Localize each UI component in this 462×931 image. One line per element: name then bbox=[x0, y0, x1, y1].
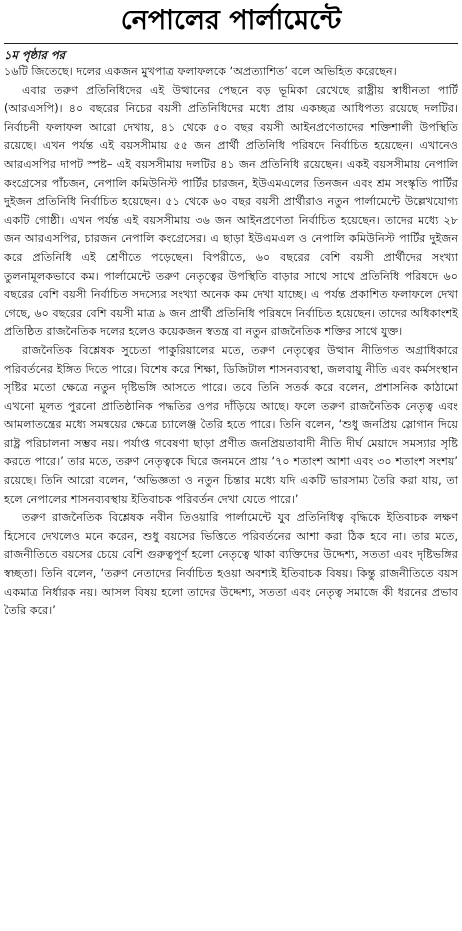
headline-divider bbox=[4, 43, 458, 44]
article-body bbox=[4, 63, 458, 621]
article-headline: নেপালের পার্লামেন্টে bbox=[120, 5, 342, 36]
article-paragraph: তরুণ রাজনৈতিক বিশ্লেষক নবীন তিওয়ারি পার্লামেন্টে যুব প্রতিনিধিত্ব বৃদ্ধিকে ইতিবাচক লক্ষণ হিসেবে দেখলেও মনে করেন, শুধু বয়সের ভিত্তিতে পরিবর্তনের আশা করা ঠিক হবে না। তার মতে, রাজনীতিতে বয়সের চেয়ে বেশি গুরুত্বপূর্ণ হলো নেতৃত্বে থাকা ব্যক্তিদের উদ্দেশ্য, সততা এবং দৃষ্টিভঙ্গির স্বচ্ছতা। তিনি বলেন, ‘তরুণ নেতাদের নির্বাচিত হওয়া অবশ্যই ইতিবাচক বিষয়। কিন্তু রাজনীতিতে বয়স একমাত্র নির্ধারক নয়। আসল বিষয় হলো তাদের উদ্দেশ্য, সততা এবং নেতৃত্ব সমাজে কী ধরনের প্রভাব তৈরি করে।’ bbox=[4, 511, 458, 618]
article-paragraph: রাজনৈতিক বিশ্লেষক সুচেতা পাকুরিয়ালের মতে, তরুণ নেতৃত্বের উত্থান নীতিগত অগ্রাধিকারে পরিবর্তনের ইঙ্গিত দিতে পারে। বিশেষ করে শিক্ষা, ডিজিটাল শাসনব্যবস্থা, জলবায়ু নীতি এবং কর্মসংস্থান সৃষ্টির মতো ক্ষেত্রে নতুন দৃষ্টিভঙ্গি আসতে পারে। তবে তিনি সতর্ক করে বলেন, প্রশাসনিক কাঠামো এখনো মূলত পুরনো প্রাতিষ্ঠানিক পদ্ধতির ওপর দাঁড়িয়ে আছে। ফলে তরুণ রাজনৈতিক নেতৃত্ব এবং আমলাতন্ত্রের মধ্যে সমন্বয়ের ক্ষেত্রে চ্যালেঞ্জ তৈরি হতে পারে। তিনি বলেন, ‘শুধু জনপ্রিয় স্লোগান দিয়ে রাষ্ট্র পরিচালনা সম্ভব নয়। পর্যাপ্ত গবেষণা ছাড়া প্রণীত জনপ্রিয়তাবাদী নীতি দীর্ঘ মেয়াদে সমস্যার সৃষ্টি করতে পারে।’ তার মতে, তরুণ নেতৃত্বকে ঘিরে জনমনে প্রায় ‘৭০ শতাংশ আশা এবং ৩০ শতাংশ সংশয়’ রয়েছে। তিনি আরো বলেন, ‘অভিজ্ঞতা ও নতুন চিন্তার মধ্যে যদি একটি ভারসাম্য তৈরি করা যায়, তা হলে নেপালের শাসনব্যবস্থায় ইতিবাচক পরিবর্তন দেখা যেতে পারে।’ bbox=[4, 343, 458, 506]
continued-from-label: ১ম পৃষ্ঠার পর bbox=[4, 48, 65, 62]
article-paragraph: এবার তরুণ প্রতিনিধিদের এই উত্থানের পেছনে বড় ভূমিকা রেখেছে রাষ্ট্রীয় স্বাধীনতা পার্টি (আরএসপি)। ৪০ বছরের নিচের বয়সী প্রতিনিধিদের মধ্যে প্রায় একচ্ছত্র আধিপত্য রয়েছে দলটির। নির্বাচনী ফলাফল আরো দেখায়, ৪১ থেকে ৫০ বছর বয়সী আইনপ্রণেতাদের শক্তিশালী উপস্থিতি রয়েছে। এখন পর্যন্ত এই বয়সসীমায় ৫৫ জন প্রার্থী প্রতিনিধি পরিষদে নির্বাচিত হয়েছেন। এখানেও আরএসপির দাপট স্পষ্ট– এই বয়সসীমায় দলটির ৪১ জন প্রতিনিধি রয়েছেন। একই বয়সসীমায় নেপালি কংগ্রেসের পাঁচজন, নেপালি কমিউনিস্ট পার্টির চারজন, ইউএমএলের তিনজন এবং শ্রম সংস্কৃতি পার্টির দুইজন প্রতিনিধি নির্বাচিত হয়েছেন। ৫১ থেকে ৬০ বছর বয়সী প্রার্থীরাও নতুন পার্লামেন্টে উল্লেখযোগ্য একটি গোষ্ঠী। এখন পর্যন্ত এই বয়সসীমায় ৩৬ জন আইনপ্রণেতা নির্বাচিত হয়েছেন। তাদের মধ্যে ২৮ জন আরএসপির, চারজন নেপালি কংগ্রেসের। এ ছাড়া ইউএমএল ও নেপালি কমিউনিস্ট পার্টির দুইজন করে প্রতিনিধি এই শ্রেণীতে পড়েছেন। বিপরীতে, ৬০ বছরের বেশি বয়সী প্রার্থীদের সংখ্যা তুলনামূলকভাবে কম। পার্লামেন্টে তরুণ নেতৃত্বের উপস্থিতি বাড়ার সাথে সাথে প্রতিনিধি পরিষদে ৬০ বছরের বেশি বয়সী নির্বাচিত সদস্যের সংখ্যা অনেক কম দেখা যাচ্ছে। এ পর্যন্ত প্রকাশিত ফলাফলে দেখা গেছে, ৬০ বছরের বেশি বয়সী মাত্র ৯ জন প্রার্থী প্রতিনিধি পরিষদে নির্বাচিত হয়েছেন। তাদের অধিকাংশই প্রতিষ্ঠিত রাজনৈতিক দলের হলেও কয়েকজন স্বতন্ত্র বা নতুন রাজনৈতিক শক্তির সাথে যুক্ত। bbox=[4, 83, 458, 339]
article-paragraph: ১৬টি জিতেছে। দলের একজন মুখপাত্র ফলাফলকে ‘অপ্রত্যাশিত’ বলে অভিহিত করেছেন। bbox=[4, 65, 397, 78]
